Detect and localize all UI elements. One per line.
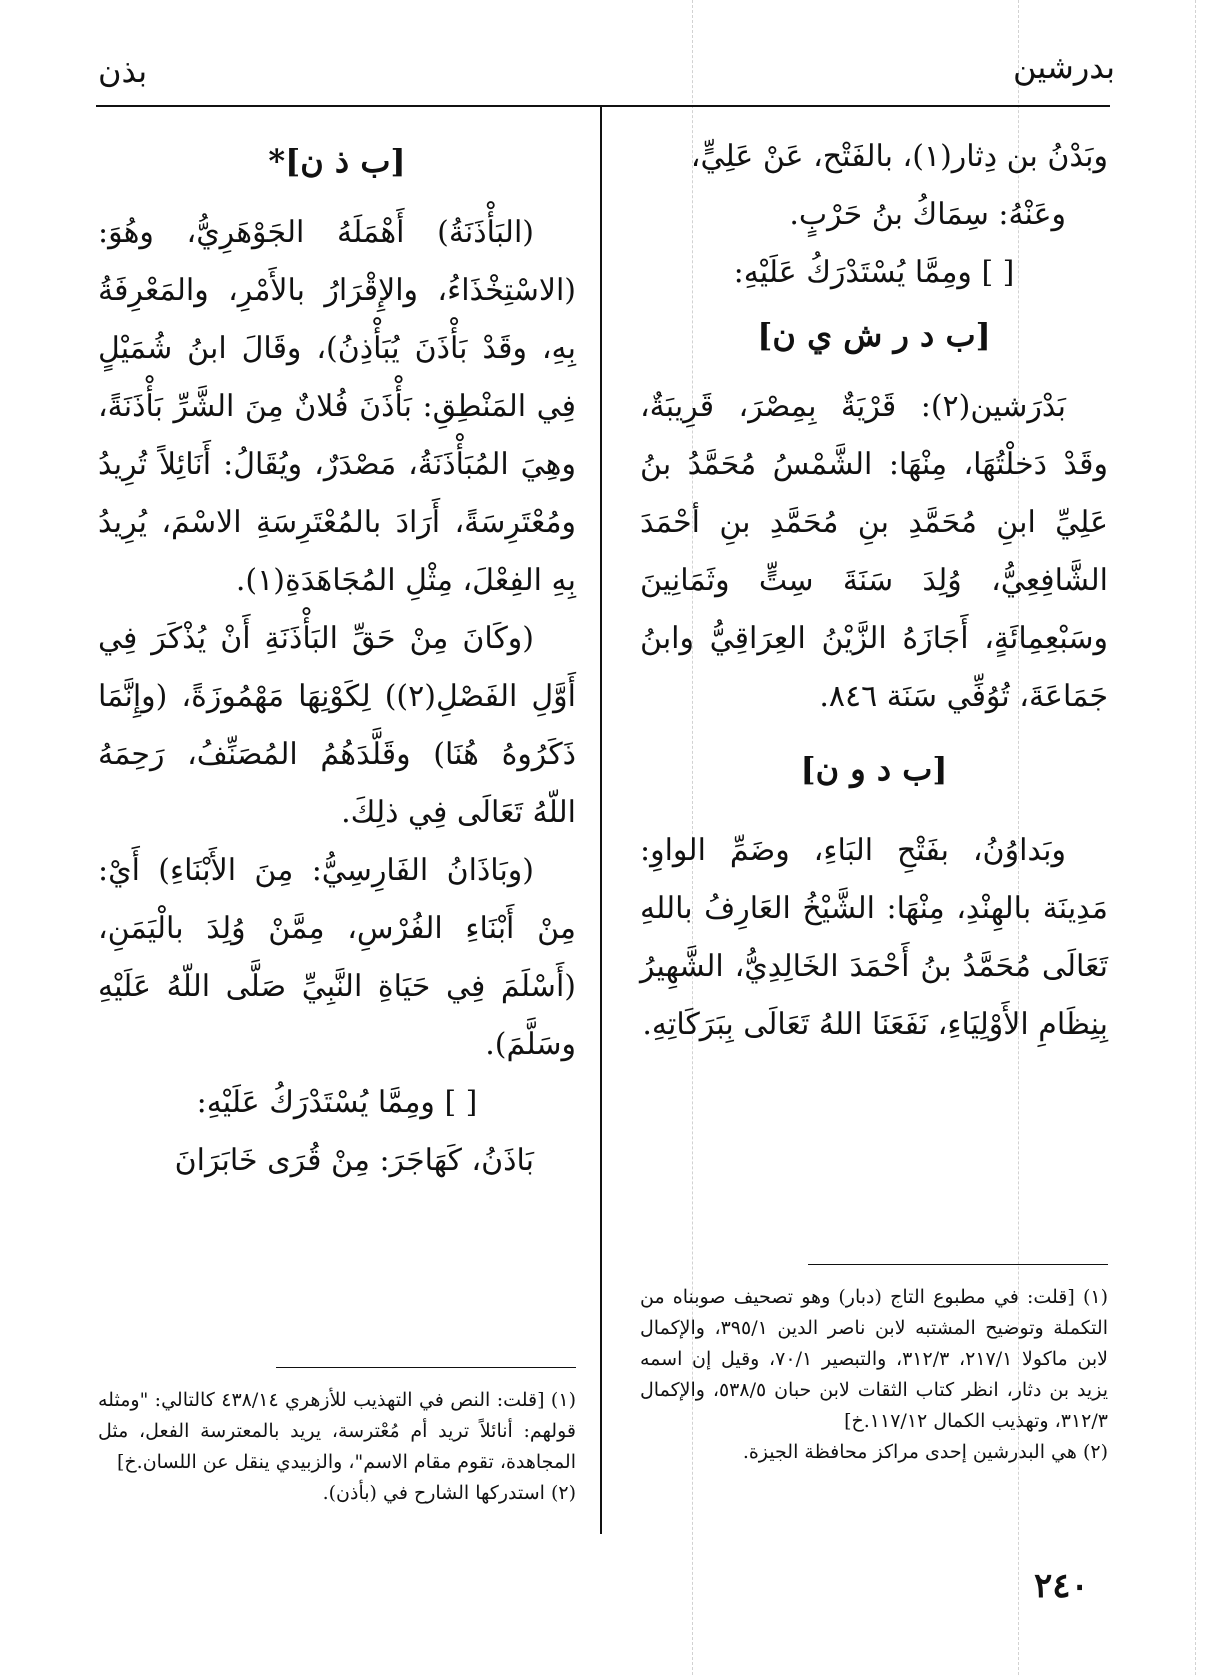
footnote-rule — [808, 1264, 1108, 1265]
footnote-rule — [276, 1367, 576, 1368]
entry-paragraph: (وكَانَ مِنْ حَقِّ البَأْذَنَةِ أَنْ يُذْكَرَ فِي أَوَّلِ الفَصْلِ(٢)) لِكَوْنِهَا مَهْمُوزَةً، (وإِنَّمَا ذَكَرُوهُ هُنَا) وقَلَّدَهُمُ المُصَنِّفُ، رَحِمَهُ اللّهُ تَعَالَى فِي ذلِكَ. — [98, 621, 577, 830]
addendum-marker: [ ] ومِمَّا يُسْتَدْرَكُ عَلَيْهِ: — [196, 1085, 478, 1120]
entry-paragraph: (وبَاذَانُ الفَارِسِيُّ: مِنَ الأَبْنَاءِ) أَيْ: مِنْ أَبْنَاءِ الفُرْسِ، مِمَّنْ وُلِدَ بالْيَمَنِ، (أَسْلَمَ فِي حَيَاةِ النَّبِيِّ صَلَّى اللّهُ عَلَيْهِ وسَلَّمَ). — [98, 853, 576, 1062]
footnote: (٢) استدركها الشارح في (بأذن). — [322, 1482, 576, 1504]
footnotes-right — [640, 1282, 1108, 1468]
entry-line: وعَنْهُ: سِمَاكُ بنُ حَرْبٍ. — [789, 197, 1066, 232]
column-divider — [600, 106, 602, 1534]
entry-heading: [ب ذ ن]* — [268, 142, 406, 180]
entry-heading: [ب د ر ش ي ن] — [757, 316, 991, 354]
running-header-right: بدرشين — [1013, 48, 1115, 86]
entry-paragraph: بَدْرَشين(٢): قَرْيَةٌ بِمِصْرَ، قَرِيبَةٌ، وقَدْ دَخلْتُهَا، مِنْهَا: الشَّمْسُ مُحَمَّدُ بنُ عَلِيِّ ابنِ مُحَمَّدِ بنِ مُحَمَّدِ بنِ أحْمَدَ الشَّافِعِيُّ، وُلِدَ سَنَةَ سِتٍّ وثَمَانِينَ وسَبْعِمِائَةٍ، أَجَازَهُ الزَّيْنُ العِرَاقِيُّ وابنُ جَمَاعَةَ، تُوُفِّي سَنَة ٨٤٦. — [640, 389, 1108, 714]
header-rule — [96, 105, 1110, 107]
entry-paragraph: وبَداوُنُ، بفَتْحِ البَاءِ، وضَمِّ الواوِ: مَدِينَة بالهِنْدِ، مِنْهَا: الشَّيْخُ العَارِفُ باللهِ تَعَالَى مُحَمَّدُ بنُ أَحْمَدَ الخَالِدِيُّ، الشَّهِيرُ بِنِظَامِ الأَوْلِيَاءِ، نَفَعَنَا اللهُ تَعَالَى بِبَرَكَاتِهِ. — [640, 833, 1108, 1042]
running-header-left: بذن — [98, 52, 148, 90]
footnote: (١) [قلت: النص في التهذيب للأزهري ٤٣٨/١٤ كالتالي: "ومثله قولهم: أنائلاً تريد أم مُعْترسة، يريد بالمعترسة الفعل، مثل المجاهدة، تقوم مقام الاسم"، والزبيدي ينقل عن اللسان.خ] — [98, 1389, 576, 1473]
entry-line: وبَدْنُ بن دِثار(١)، بالفَتْح، عَنْ عَلِيٍّ، — [690, 139, 1108, 174]
footnote: (١) [قلت: في مطبوع التاج (دبار) وهو تصحيف صوبناه من التكملة وتوضيح المشتبه لابن ناصر الدين ٣٩٥/١، والإكمال لابن ماكولا ٢١٧/١، ٣١٢/٣، والتبصير ٧٠/١، وقيل إن اسمه يزيد بن دثار، انظر كتاب الثقات لابن حبان ٥٣٨/٥، والإكمال ٣١٢/٣، وتهذيب الكمال ١١٧/١٢.خ] — [640, 1286, 1108, 1432]
right-column — [640, 128, 1108, 1054]
footnote: (٢) هي البدرشين إحدى مراكز محافظة الجيزة. — [742, 1441, 1108, 1463]
scan-artifact-line — [1195, 0, 1196, 1675]
footnotes-left — [98, 1385, 576, 1509]
left-column — [98, 128, 576, 1190]
entry-heading: [ب د و ن] — [800, 750, 948, 788]
entry-line: بَاذَنُ، كَهَاجَرَ: مِنْ قُرَى خَابَرَانَ — [174, 1143, 534, 1178]
page-number: ٢٤٠ — [1034, 1566, 1089, 1606]
addendum-marker: [ ] ومِمَّا يُسْتَدْرَكُ عَلَيْهِ: — [733, 255, 1015, 290]
entry-paragraph: (البَأْذَنَةُ) أَهْمَلَهُ الجَوْهَرِيُّ، وهُوَ: (الاسْتِخْذَاءُ، والإِقْرَارُ بالأَمْرِ، والمَعْرِفَةُ بِهِ، وقَدْ بَأْذَنَ يُبَأْذِنُ)، وقَالَ ابنُ شُمَيْلٍ فِي المَنْطِقِ: بَأْذَنَ فُلانٌ مِنَ الشَّرِّ بَأْذَنَةً، وهِيَ المُبَأْذَنَةُ، مَصْدَرٌ، ويُقَالُ: أَنَائِلاً تُرِيدُ ومُعْتَرِسَةً، أَرَادَ بالمُعْتَرِسَةِ الاسْمَ، يُرِيدُ بِهِ الفِعْلَ، مِثْلِ المُجَاهَدَةِ(١). — [98, 215, 576, 598]
